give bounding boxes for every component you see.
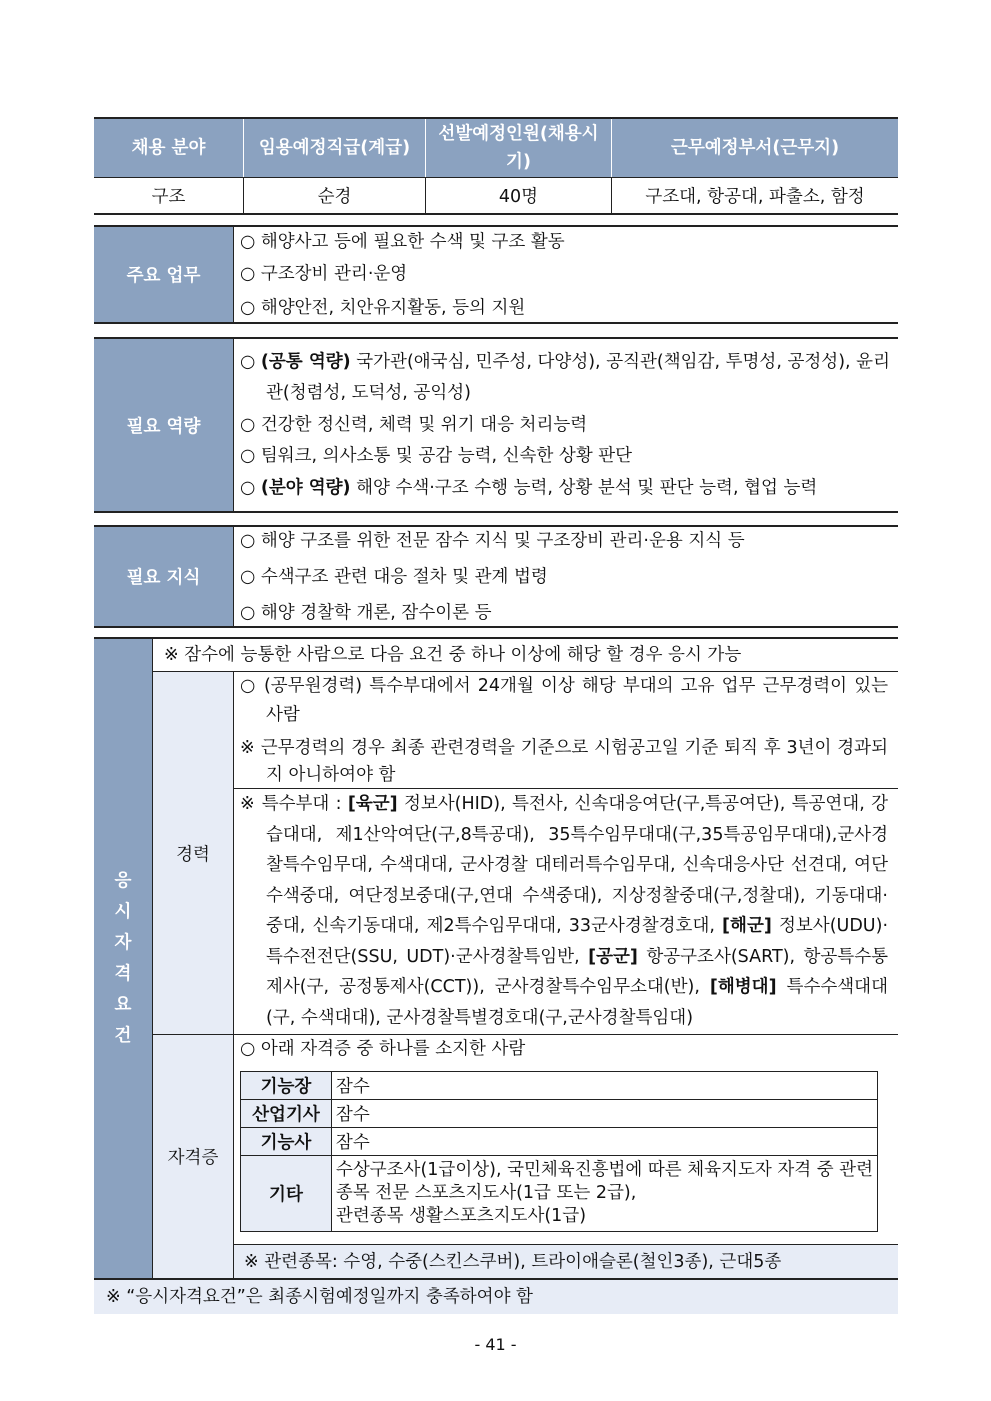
duties-label: 주요 업무 <box>94 227 233 322</box>
cell-department: 구조대, 항공대, 파출소, 함정 <box>645 187 865 207</box>
knowledge-label: 필요 지식 <box>94 527 233 626</box>
cert-row <box>241 1072 878 1100</box>
qualification-section <box>94 637 898 1278</box>
footer-note: ※ “응시자격요건”은 최종시험예정일까지 충족하여야 함 <box>94 1278 898 1314</box>
cert-key: 기능사 <box>241 1128 332 1156</box>
competency-item-common: ○ (공통 역량) 국가관(애국심, 민주성, 다양성), 공직관(책임감, 투명성, 공정성), 윤리관(청렴성, 도덕성, 공익성) <box>240 352 890 403</box>
header-rank: 임용예정직급(계급) <box>244 119 425 177</box>
recruitment-table <box>94 117 898 215</box>
cert-row-other <box>241 1156 878 1232</box>
knowledge-item-1: ○ 해양 구조를 위한 전문 잠수 지식 및 구조장비 관리·운용 지식 등 <box>240 531 745 551</box>
duties-section <box>94 225 898 324</box>
cert-value: 잠수 <box>331 1072 877 1100</box>
cert-value: 잠수 <box>331 1100 877 1128</box>
competency-item-field: ○ (분야 역량) 해양 수색·구조 수행 능력, 상황 분석 및 판단 능력, 협업 능력 <box>240 478 818 498</box>
cert-key: 산업기사 <box>241 1100 332 1128</box>
cert-value-other: 수상구조사(1급이상), 국민체육진흥법에 따른 체육지도자 자격 중 관련 종목 전문 스포츠지도사(1급 또는 2급), 관련종목 생활스포츠지도사(1급) <box>331 1156 877 1232</box>
related-sports-note: ※ 관련종목: 수영, 수중(스킨스쿠버), 트라이애슬론(철인3종), 근대5종 <box>234 1244 898 1278</box>
cert-key: 기타 <box>241 1156 332 1232</box>
cert-row <box>241 1128 878 1156</box>
cell-field: 구조 <box>151 187 186 207</box>
cell-rank: 순경 <box>317 187 352 207</box>
header-headcount: 선발예정인원(채용시기) <box>426 119 611 177</box>
knowledge-section <box>94 525 898 628</box>
cert-label: 자격증 <box>153 1035 233 1278</box>
competency-item-mental: ○ 건강한 정신력, 체력 및 위기 대응 처리능력 <box>240 415 588 435</box>
knowledge-item-3: ○ 해양 경찰학 개론, 잠수이론 등 <box>240 603 492 623</box>
competency-label: 필요 역량 <box>94 339 233 511</box>
header-department: 근무예정부서(근무지) <box>612 119 898 177</box>
special-forces-list: ※ 특수부대 : [육군] 정보사(HID), 특전사, 신속대응여단(구,특공여단), 특공연대, 강습대대, 제1산악여단(구,8특공대), 35특수임무대대(구,35특공임무대대),군사경찰특수임무대, 수색대대, 군사경찰 대테러특수임무대, 신속대응사단 선견대, 여단수색중대, 여단정보중대(구,연대 수색중대), 지상정찰중대(구,정찰대), 기동대대·중대, 신속기동대대, 제2특수임무대대, 33군사경찰경호대, [해군] 정보사(UDU)·특수전전단(SSU, UDT)·군사경찰특임반, [공군] 항공구조사(SART), 항공특수통제사(구, 공정통제사(CCT)), 군사경찰특수임무소대(반), [해병대] 특수수색대대(구, 수색대대), 군사경찰특별경호대(구,군사경찰특임대) <box>240 794 889 1028</box>
page-number: - 41 - <box>474 1335 517 1354</box>
knowledge-item-2: ○ 수색구조 관련 대응 절차 및 관계 법령 <box>240 567 548 587</box>
competency-section <box>94 337 898 513</box>
cert-row <box>241 1100 878 1128</box>
qualification-label: 응 시 자 격 요 건 <box>94 639 152 1278</box>
cell-headcount: 40명 <box>498 187 539 207</box>
cert-intro: ○ 아래 자격증 중 하나를 소지한 사람 <box>240 1039 526 1059</box>
career-note-retirement: ※ 근무경력의 경우 최종 관련경력을 기준으로 시험공고일 기준 퇴직 후 3년이 경과되지 아니하여야 함 <box>240 738 888 785</box>
cert-key: 기능장 <box>241 1072 332 1100</box>
qualification-intro: ※ 잠수에 능통한 사람으로 다음 요건 중 하나 이상에 해당 할 경우 응시 가능 <box>164 645 742 665</box>
competency-item-teamwork: ○ 팀워크, 의사소통 및 공감 능력, 신속한 상황 판단 <box>240 446 633 466</box>
career-label: 경력 <box>153 672 233 1034</box>
career-item-civil-service: ○ (공무원경력) 특수부대에서 24개월 이상 해당 부대의 고유 업무 근무경력이 있는 사람 <box>240 676 888 725</box>
cert-table <box>240 1071 878 1232</box>
cert-value: 잠수 <box>331 1128 877 1156</box>
header-field: 채용 분야 <box>94 119 243 177</box>
duty-item-2: ○ 구조장비 관리·운영 <box>240 264 408 284</box>
duty-item-1: ○ 해양사고 등에 필요한 수색 및 구조 활동 <box>240 232 565 252</box>
duty-item-3: ○ 해양안전, 치안유지활동, 등의 지원 <box>240 298 526 318</box>
